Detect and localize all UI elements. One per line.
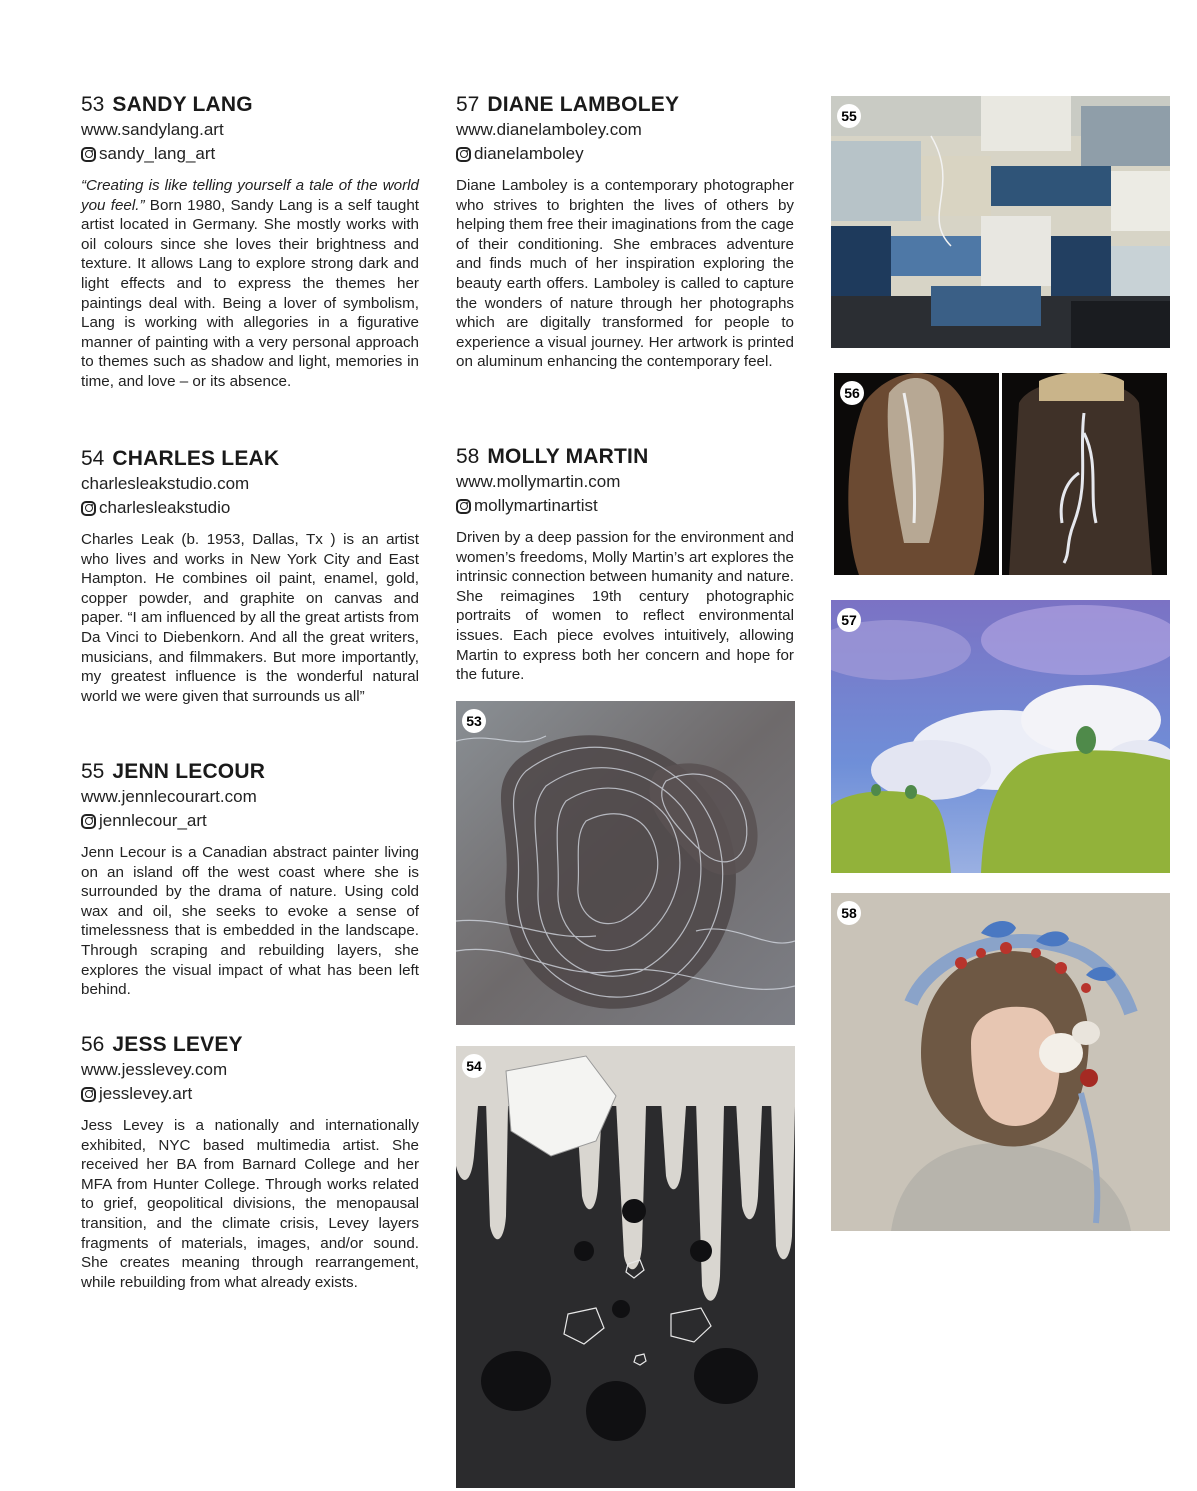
artist-number: 55 xyxy=(81,760,105,783)
portrait-with-birds-image xyxy=(831,893,1170,1231)
artist-name: CHARLES LEAK xyxy=(112,447,280,470)
artist-heading xyxy=(456,444,794,470)
artist-bio: Driven by a deep passion for the environment and women’s freedoms, Molly Martin’s art explores the intrinsic connection between humanity and nature. She reimagines 19th century photographic portraits of women to reflect environmental issues. Each piece evolves intuitively, allowing Martin to express both her concern and hope for the future. xyxy=(456,529,794,684)
artwork-54 xyxy=(456,1046,795,1488)
instagram-handle: charlesleakstudio xyxy=(99,498,231,517)
instagram-handle: sandy_lang_art xyxy=(99,144,216,163)
artwork-badge: 54 xyxy=(462,1054,486,1078)
artist-name: MOLLY MARTIN xyxy=(487,445,649,468)
artwork-56 xyxy=(834,373,1167,575)
artist-entry-55 xyxy=(81,759,419,1000)
artist-instagram[interactable] xyxy=(81,809,419,833)
topographic-painting-image xyxy=(456,701,795,1025)
artist-heading xyxy=(81,1032,419,1058)
artist-entry-57 xyxy=(456,92,794,372)
sky-and-cliffs-photo-image xyxy=(831,600,1170,873)
artist-instagram[interactable] xyxy=(81,1082,419,1106)
artwork-badge: 53 xyxy=(462,709,486,733)
artist-entry-56 xyxy=(81,1032,419,1292)
instagram-icon xyxy=(81,501,96,516)
artist-number: 54 xyxy=(81,447,105,470)
instagram-icon xyxy=(81,814,96,829)
artist-heading xyxy=(81,759,419,785)
artist-heading xyxy=(456,92,794,118)
artist-website-link[interactable]: www.jennlecourart.com xyxy=(81,787,257,806)
hair-and-roots-photo-image xyxy=(834,373,1167,575)
instagram-icon xyxy=(81,1087,96,1102)
artist-heading xyxy=(81,446,419,472)
artist-website-link[interactable]: www.sandylang.art xyxy=(81,120,224,139)
artist-name: SANDY LANG xyxy=(112,93,253,116)
artist-bio: Charles Leak (b. 1953, Dallas, Tx ) is an artist who lives and works in New York City and East Hampton. He combines oil paint, enamel, gold, copper powder, and graphite on canvas and paper. “I am influenced by all the great artists from Da Vinci to Diebenkorn. And all the great writers, musicians, and filmmakers. But more importantly, my greatest influence is the wonderful natural world we were given that surrounds us all” xyxy=(81,531,419,705)
artist-instagram[interactable] xyxy=(81,496,419,520)
artwork-58 xyxy=(831,893,1170,1231)
drip-painting-image xyxy=(456,1046,795,1488)
instagram-handle: dianelamboley xyxy=(474,144,584,163)
artwork-badge: 55 xyxy=(837,104,861,128)
artist-bio: Diane Lamboley is a contemporary photographer who strives to brighten the lives of others by helping them free their imaginations from the cage of their conditioning. She embraces adventure and finds much of her inspiration exploring the beauty earth offers. Lamboley is called to capture the wonders of nature through her photographs which are digitally transformed for people to experience a visual journey. Her artwork is printed on aluminum enhancing the contemporary feel. xyxy=(456,177,794,371)
artist-number: 58 xyxy=(456,445,480,468)
artist-bio: Jenn Lecour is a Canadian abstract painter living on an island off the west coast where she is surrounded by the drama of nature. Using cold wax and oil, she seeks to evoke a sense of timelessness that is embedded in the landscape. Through scraping and rebuilding layers, she explores the visual impact of what has been left behind. xyxy=(81,844,419,999)
artist-website-link[interactable]: charlesleakstudio.com xyxy=(81,474,250,493)
instagram-icon xyxy=(81,147,96,162)
artist-instagram[interactable] xyxy=(456,494,794,518)
artist-number: 56 xyxy=(81,1033,105,1056)
artist-bio-text: Born 1980, Sandy Lang is a self taught artist located in Germany. She mostly works with oil colours since she loves their brightness and texture. It allows Lang to explore strong dark and light effects and to express the themes her paintings deal with. Being a lover of symbolism, Lang is working with allegories in a figurative manner of painting with a very personal approach to themes such as shadow and light, memories in time, and love – or its absence. xyxy=(81,196,419,390)
artist-name: JESS LEVEY xyxy=(112,1033,243,1056)
artist-bio xyxy=(81,176,419,392)
artist-bio: Jess Levey is a nationally and internationally exhibited, NYC based multimedia artist. She received her BA from Barnard College and her MFA from Hunter College. Through works related to grief, geopolitical divisions, the menopausal transition, and the climate crisis, Levey layers fragments of materials, images, and/or sound. She creates meaning through rearrangement, while rebuilding from what already exists. xyxy=(81,1117,419,1291)
artist-entry-54 xyxy=(81,446,419,706)
artwork-57 xyxy=(831,600,1170,873)
artist-entry-58 xyxy=(456,444,794,685)
artist-entry-53 xyxy=(81,92,419,392)
artist-website-link[interactable]: www.jesslevey.com xyxy=(81,1060,228,1079)
artist-number: 53 xyxy=(81,93,105,116)
artist-instagram[interactable] xyxy=(81,142,419,166)
instagram-handle: jesslevey.art xyxy=(99,1084,193,1103)
artist-instagram[interactable] xyxy=(456,142,794,166)
artist-heading xyxy=(81,92,419,118)
instagram-icon xyxy=(456,499,471,514)
instagram-handle: jennlecour_art xyxy=(99,811,207,830)
artwork-55 xyxy=(831,96,1170,348)
instagram-icon xyxy=(456,147,471,162)
instagram-handle: mollymartinartist xyxy=(474,496,598,515)
artist-website-link[interactable]: www.dianelamboley.com xyxy=(456,120,642,139)
artist-name: JENN LECOUR xyxy=(112,760,266,783)
artwork-53 xyxy=(456,701,795,1025)
artwork-badge: 56 xyxy=(840,381,864,405)
artist-number: 57 xyxy=(456,93,480,116)
artist-website-link[interactable]: www.mollymartin.com xyxy=(456,472,621,491)
abstract-blue-painting-image xyxy=(831,96,1170,348)
artist-name: DIANE LAMBOLEY xyxy=(487,93,680,116)
artwork-badge: 58 xyxy=(837,901,861,925)
artist-quote: “Creating is like telling yourself a tale of the world you feel.” xyxy=(81,177,419,214)
artwork-badge: 57 xyxy=(837,608,861,632)
